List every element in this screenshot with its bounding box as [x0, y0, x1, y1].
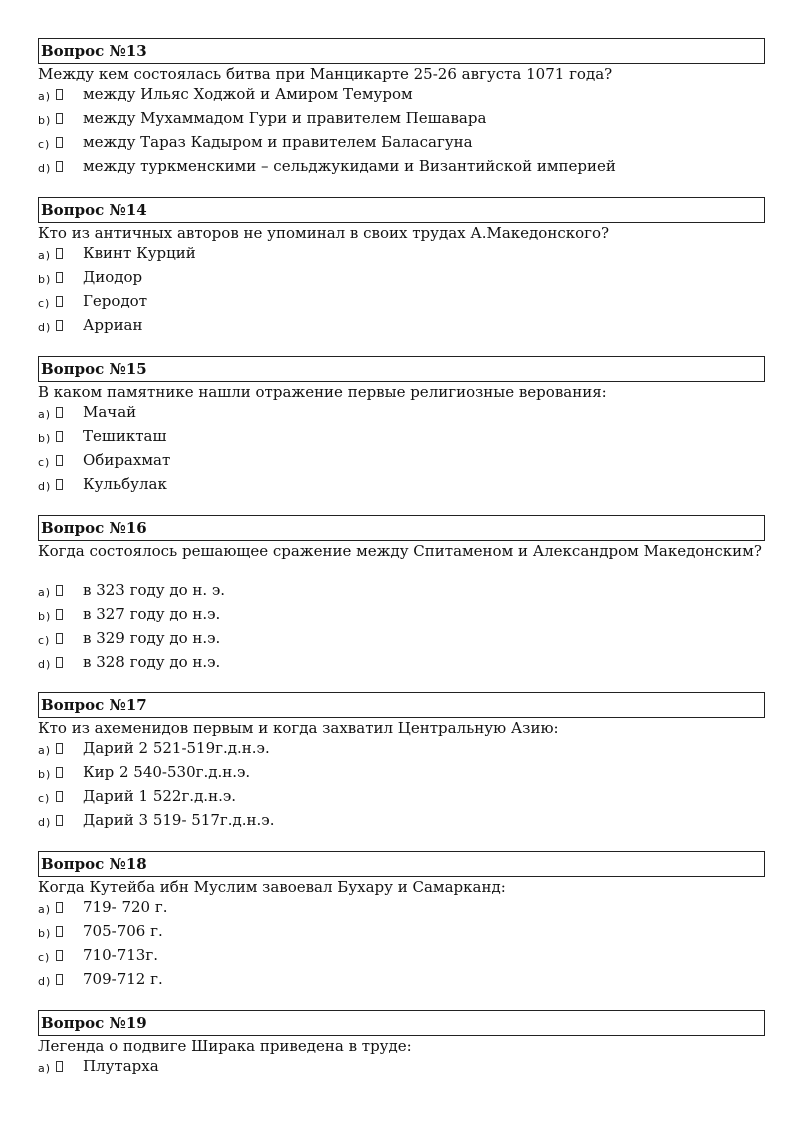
answer-option[interactable] — [38, 156, 765, 180]
checkbox-icon[interactable] — [56, 791, 63, 802]
checkbox-icon[interactable] — [56, 296, 63, 307]
answer-option[interactable] — [38, 810, 765, 834]
question-block — [38, 692, 765, 834]
question-text: Когда состоялось решающее сражение между Спитаменом и Александром Македонским? — [38, 542, 762, 560]
option-letter: d) — [38, 162, 52, 175]
option-text: Диодор — [83, 268, 143, 286]
checkbox-icon[interactable] — [56, 657, 63, 668]
option-text: в 329 году до н.э. — [83, 629, 221, 647]
checkbox-icon[interactable] — [56, 272, 63, 283]
option-letter: b) — [38, 610, 52, 623]
answer-option[interactable] — [38, 897, 765, 921]
answer-option[interactable] — [38, 267, 765, 291]
question-block — [38, 851, 765, 993]
option-text: Дарий 2 521-519г.д.н.э. — [83, 739, 270, 757]
checkbox-icon[interactable] — [56, 767, 63, 778]
answer-option[interactable] — [38, 628, 765, 652]
answer-option[interactable] — [38, 738, 765, 762]
checkbox-icon[interactable] — [56, 113, 63, 124]
option-text: Дарий 3 519- 517г.д.н.э. — [83, 811, 275, 829]
answer-option[interactable] — [38, 132, 765, 156]
checkbox-icon[interactable] — [56, 320, 63, 331]
option-letter: b) — [38, 768, 52, 781]
checkbox-icon[interactable] — [56, 926, 63, 937]
answer-option[interactable] — [38, 969, 765, 993]
answer-option[interactable] — [38, 474, 765, 498]
answer-option[interactable] — [38, 921, 765, 945]
checkbox-icon[interactable] — [56, 974, 63, 985]
option-letter: d) — [38, 480, 52, 493]
checkbox-icon[interactable] — [56, 585, 63, 596]
option-letter: c) — [38, 456, 51, 469]
checkbox-icon[interactable] — [56, 455, 63, 466]
option-letter: c) — [38, 792, 51, 805]
answer-option[interactable] — [38, 426, 765, 450]
option-letter: d) — [38, 658, 52, 671]
answer-option[interactable] — [38, 945, 765, 969]
question-text: Кто из ахеменидов первым и когда захватил Центральную Азию: — [38, 719, 559, 737]
answer-option[interactable] — [38, 315, 765, 339]
checkbox-icon[interactable] — [56, 743, 63, 754]
checkbox-icon[interactable] — [56, 1061, 63, 1072]
checkbox-icon[interactable] — [56, 815, 63, 826]
checkbox-icon[interactable] — [56, 407, 63, 418]
option-text: Кир 2 540-530г.д.н.э. — [83, 763, 251, 781]
option-text: Геродот — [83, 292, 148, 310]
checkbox-icon[interactable] — [56, 902, 63, 913]
option-text: Плутарха — [83, 1057, 159, 1075]
option-letter: a) — [38, 744, 52, 757]
question-header: Вопрос №18 — [38, 851, 765, 877]
question-block — [38, 515, 765, 676]
checkbox-icon[interactable] — [56, 248, 63, 259]
option-letter: a) — [38, 1062, 52, 1075]
answer-option[interactable] — [38, 450, 765, 474]
option-letter: b) — [38, 927, 52, 940]
option-letter: a) — [38, 249, 52, 262]
answer-option[interactable] — [38, 580, 765, 604]
option-letter: c) — [38, 138, 51, 151]
answer-option[interactable] — [38, 762, 765, 786]
question-header: Вопрос №15 — [38, 356, 765, 382]
option-text: Квинт Курций — [83, 244, 196, 262]
option-letter: b) — [38, 114, 52, 127]
option-text: Обирахмат — [83, 451, 171, 469]
option-text: в 328 году до н.э. — [83, 653, 221, 671]
checkbox-icon[interactable] — [56, 609, 63, 620]
checkbox-icon[interactable] — [56, 431, 63, 442]
checkbox-icon[interactable] — [56, 161, 63, 172]
option-letter: a) — [38, 903, 52, 916]
question-text: Между кем состоялась битва при Манцикарте 25-26 августа 1071 года? — [38, 65, 613, 83]
question-header: Вопрос №19 — [38, 1010, 765, 1036]
option-letter: c) — [38, 634, 51, 647]
checkbox-icon[interactable] — [56, 633, 63, 644]
question-header: Вопрос №17 — [38, 692, 765, 718]
option-letter: b) — [38, 432, 52, 445]
answer-option[interactable] — [38, 108, 765, 132]
option-text: 719- 720 г. — [83, 898, 168, 916]
option-text: 705-706 г. — [83, 922, 163, 940]
option-text: между Мухаммадом Гури и правителем Пешавара — [83, 109, 487, 127]
option-letter: c) — [38, 297, 51, 310]
option-text: Кульбулак — [83, 475, 167, 493]
option-text: в 323 году до н. э. — [83, 581, 226, 599]
question-block — [38, 1010, 765, 1080]
option-text: Мачай — [83, 403, 137, 421]
option-text: между туркменскими – сельджукидами и Византийской империей — [83, 157, 616, 175]
answer-option[interactable] — [38, 402, 765, 426]
question-header: Вопрос №13 — [38, 38, 765, 64]
option-text: Тешикташ — [83, 427, 167, 445]
option-letter: d) — [38, 816, 52, 829]
option-letter: d) — [38, 975, 52, 988]
answer-option[interactable] — [38, 243, 765, 267]
question-block — [38, 197, 765, 339]
option-text: Арриан — [83, 316, 143, 334]
answer-option[interactable] — [38, 1056, 765, 1080]
answer-option[interactable] — [38, 652, 765, 676]
option-letter: b) — [38, 273, 52, 286]
answer-option[interactable] — [38, 604, 765, 628]
option-text: в 327 году до н.э. — [83, 605, 221, 623]
question-header: Вопрос №14 — [38, 197, 765, 223]
checkbox-icon[interactable] — [56, 89, 63, 100]
option-letter: a) — [38, 586, 52, 599]
option-text: 709-712 г. — [83, 970, 163, 988]
checkbox-icon[interactable] — [56, 479, 63, 490]
checkbox-icon[interactable] — [56, 137, 63, 148]
answer-option[interactable] — [38, 291, 765, 315]
checkbox-icon[interactable] — [56, 950, 63, 961]
question-text: В каком памятнике нашли отражение первые религиозные верования: — [38, 383, 607, 401]
option-letter: c) — [38, 951, 51, 964]
option-text: между Ильяс Ходжой и Амиром Темуром — [83, 85, 413, 103]
question-text: Когда Кутейба ибн Муслим завоевал Бухару и Самарканд: — [38, 878, 506, 896]
option-letter: d) — [38, 321, 52, 334]
question-text: Кто из античных авторов не упоминал в своих трудах А.Македонского? — [38, 224, 610, 242]
option-text: Дарий 1 522г.д.н.э. — [83, 787, 237, 805]
answer-option[interactable] — [38, 786, 765, 810]
question-block — [38, 38, 765, 180]
question-header: Вопрос №16 — [38, 515, 765, 541]
option-letter: a) — [38, 90, 52, 103]
question-block — [38, 356, 765, 498]
option-text: 710-713г. — [83, 946, 158, 964]
answer-option[interactable] — [38, 84, 765, 108]
option-letter: a) — [38, 408, 52, 421]
option-text: между Тараз Кадыром и правителем Баласагуна — [83, 133, 473, 151]
question-text: Легенда о подвиге Ширака приведена в труде: — [38, 1037, 412, 1055]
